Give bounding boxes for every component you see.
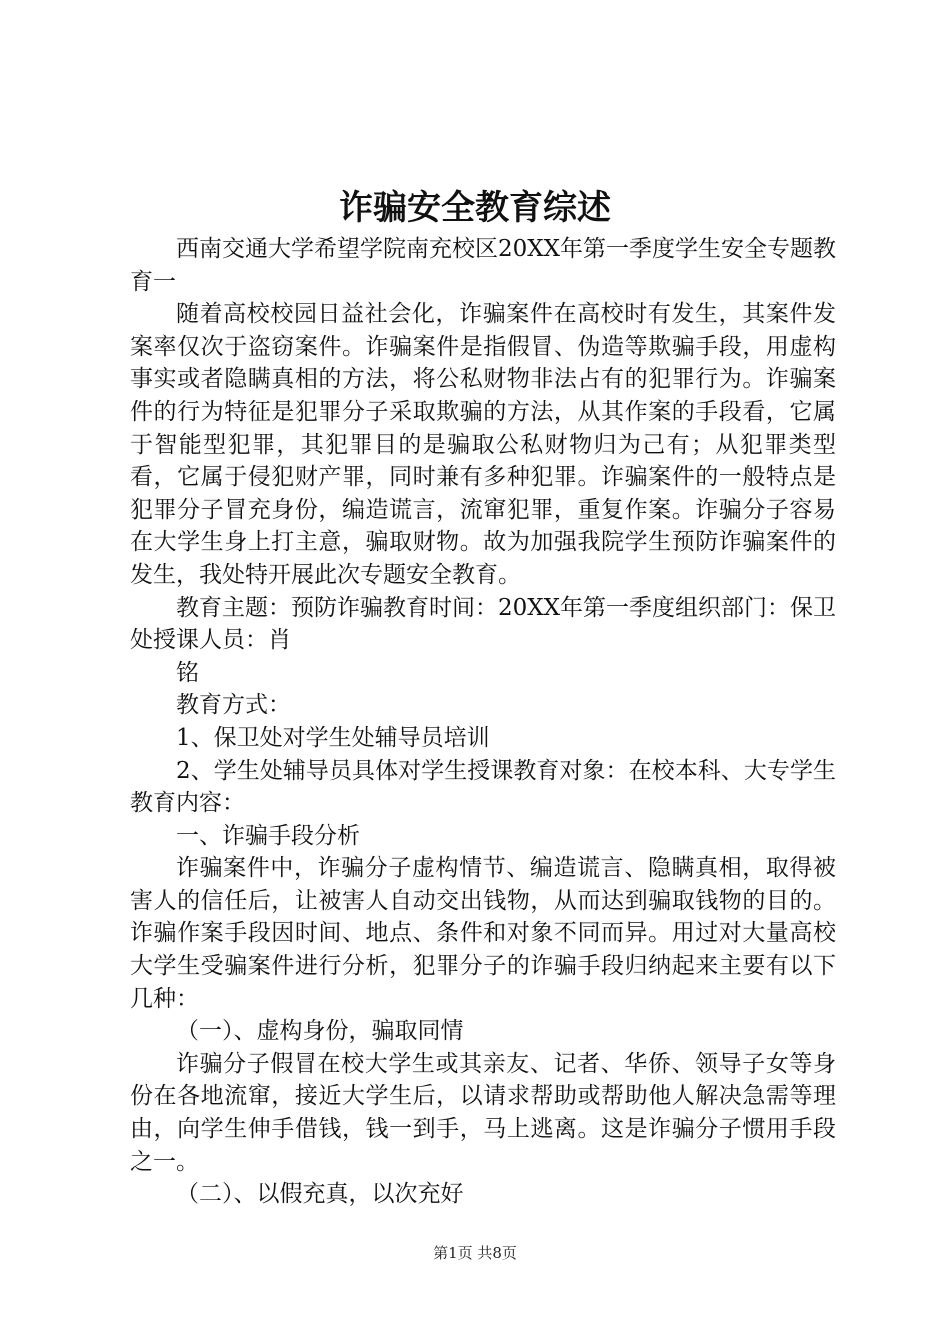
document-body: [130, 233, 836, 1211]
paragraph-background: 随着高校校园日益社会化，诈骗案件在高校时有发生，其案件发案率仅次于盗窃案件。诈骗案件是指假冒、伪造等欺骗手段，用虚构事实或者隐瞒真相的方法，将公私财物非法占有的犯罪行为。诈骗案件的行为特征是犯罪分子采取欺骗的方法，从其作案的手段看，它属于智能型犯罪，其犯罪目的是骗取公私财物归为己有；从犯罪类型看，它属于侵犯财产罪，同时兼有多种犯罪。诈骗案件的一般特点是犯罪分子冒充身份，编造谎言，流窜犯罪，重复作案。诈骗分子容易在大学生身上打主意，骗取财物。故为加强我院学生预防诈骗案件的发生，我处特开展此次专题安全教育。: [130, 301, 836, 588]
paragraph-intro: 西南交通大学希望学院南充校区20XX年第一季度学生安全专题教育一: [130, 236, 837, 295]
subsection-heading-2: （二）、以假充真，以次充好: [176, 1181, 464, 1208]
paragraph-method-1: 1、保卫处对学生处辅导员培训: [176, 724, 490, 751]
paragraph-topic-info: 教育主题：预防诈骗教育时间：20XX年第一季度组织部门：保卫处授课人员：肖: [130, 594, 837, 654]
document-title: 诈骗安全教育综述: [339, 188, 611, 228]
section-heading-fraud-analysis: 一、诈骗手段分析: [176, 822, 360, 849]
paragraph-method-2: 2、学生处辅导员具体对学生授课教育对象：在校本科、大专学生教育内容：: [130, 757, 836, 817]
subsection-heading-1: （一）、虚构身份，骗取同情: [176, 1018, 464, 1045]
page-number-footer: 第1页 共8页: [433, 1244, 517, 1262]
paragraph-instructor-name: 铭: [176, 659, 199, 686]
paragraph-subsection-1: 诈骗分子假冒在校大学生或其亲友、记者、华侨、领导子女等身份在各地流窜，接近大学生后，以请求帮助或帮助他人解决急需等理由，向学生伸手借钱，钱一到手，马上逃离。这是诈骗分子惯用手段之一。: [130, 1050, 836, 1175]
paragraph-fraud-analysis: 诈骗案件中，诈骗分子虚构情节、编造谎言、隐瞒真相，取得被害人的信任后，让被害人自动交出钱物，从而达到骗取钱物的目的。诈骗作案手段因时间、地点、条件和对象不同而异。用过对大量高校大学生受骗案件进行分析，犯罪分子的诈骗手段归纳起来主要有以下几种：: [130, 855, 836, 1012]
paragraph-method-heading: 教育方式：: [176, 692, 291, 719]
